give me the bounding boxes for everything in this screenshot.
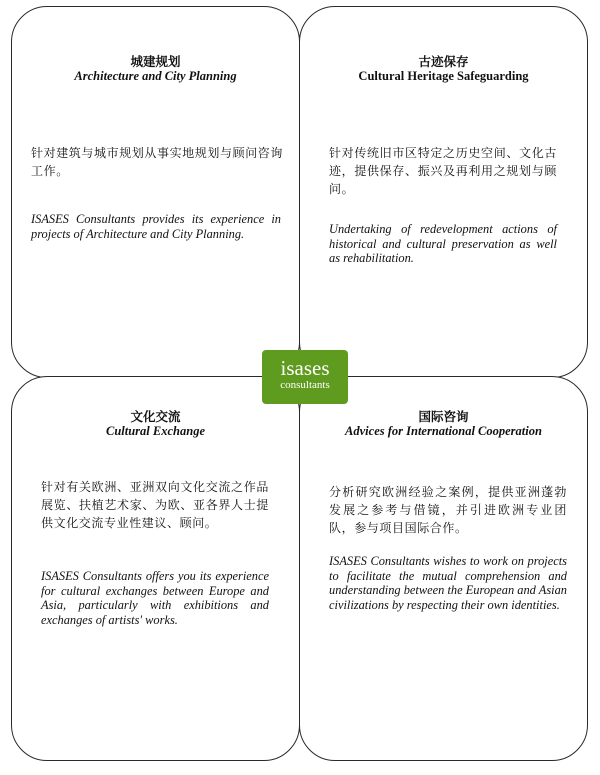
card-cultural-exchange	[11, 376, 300, 761]
card-title-zh: 国际咨询	[418, 409, 469, 424]
card-text-zh: 针对有关欧洲、亚洲双向文化交流之作品展览、扶植艺术家、为欧、亚各界人士提供文化交流专业性建议、顾问。	[41, 480, 269, 530]
card-title-en: Cultural Exchange	[106, 424, 205, 438]
logo-name: isases	[280, 356, 330, 380]
card-text-en: ISASES Consultants wishes to work on projects to facilitate the mutual comprehension and understanding between the European and Asian civilizations by respecting their own identities.	[329, 554, 567, 612]
card-title-en: Cultural Heritage Safeguarding	[358, 69, 529, 83]
card-text-zh: 分析研究欧洲经验之案例，提供亚洲蓬勃发展之参考与借镜，并引进欧洲专业团队，参与项目国际合作。	[329, 485, 567, 535]
card-title-zh: 文化交流	[130, 409, 181, 424]
card-title-zh: 城建规划	[130, 54, 181, 69]
card-architecture	[11, 6, 300, 378]
card-text-en: ISASES Consultants offers you its experience for cultural exchanges between Europe and Asia, particularly with exhibitions and exchanges of artists' works.	[41, 569, 269, 627]
card-international	[299, 376, 588, 761]
card-text-en: ISASES Consultants provides its experience in projects of Architecture and City Planning.	[31, 212, 281, 241]
isases-logo	[262, 350, 348, 404]
card-text-zh: 针对传统旧市区特定之历史空间、文化古迹，提供保存、振兴及再利用之规划与顾问。	[329, 146, 557, 196]
card-title-en: Advices for International Cooperation	[345, 424, 542, 438]
card-title-zh: 古迹保存	[418, 54, 469, 69]
card-title-en: Architecture and City Planning	[74, 69, 237, 83]
card-text-zh: 针对建筑与城市规划从事实地规划与顾问咨询工作。	[31, 146, 284, 178]
logo-subtitle: consultants	[280, 379, 330, 391]
card-heritage	[299, 6, 588, 378]
card-text-en: Undertaking of redevelopment actions of historical and cultural preservation as well as rehabilitation.	[329, 222, 557, 265]
